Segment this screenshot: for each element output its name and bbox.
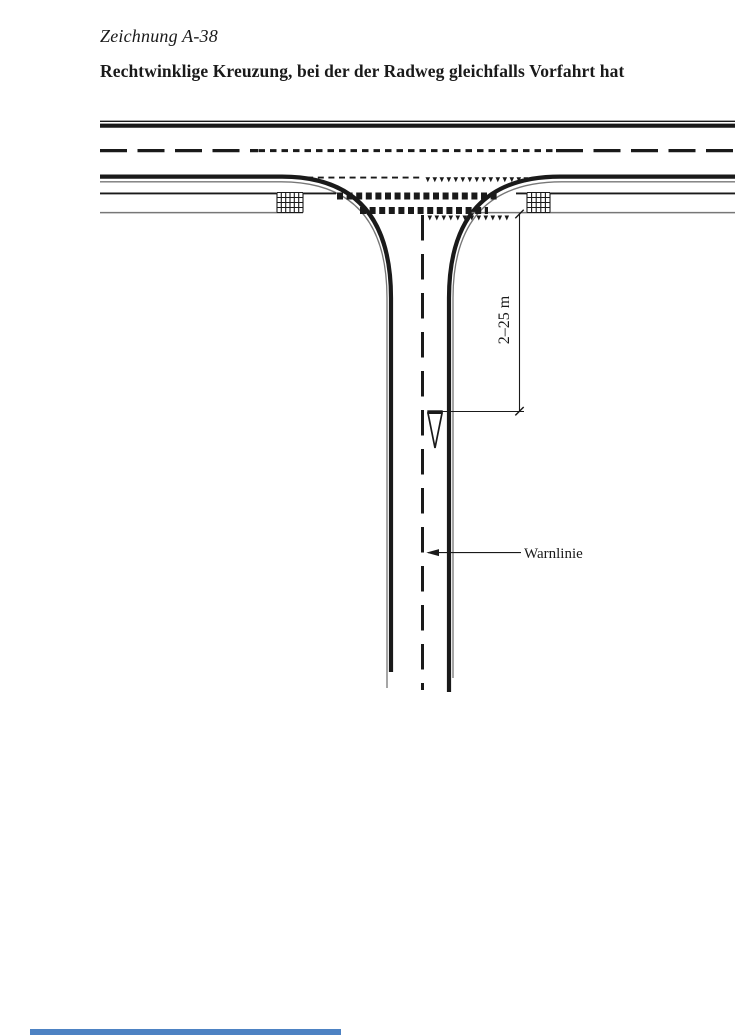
left-corner-edge-thin	[100, 182, 387, 688]
right-corner-edge-thick	[449, 177, 735, 692]
yield-triangle-marking	[428, 413, 442, 448]
figure-title: Rechtwinklige Kreuzung, bei der der Radweg gleichfalls Vorfahrt hat	[100, 61, 625, 81]
warnlinie-arrowhead	[426, 549, 439, 556]
crosshatch-square-left	[277, 193, 303, 213]
right-corner-edge-thin	[453, 182, 735, 678]
dimension-label: 2–25 m	[496, 295, 513, 345]
figure-caption: Zeichnung A-38	[100, 26, 218, 46]
progress-bar	[30, 1029, 341, 1035]
warnlinie-label: Warnlinie	[524, 546, 583, 562]
left-corner-edge-thick	[100, 177, 391, 672]
